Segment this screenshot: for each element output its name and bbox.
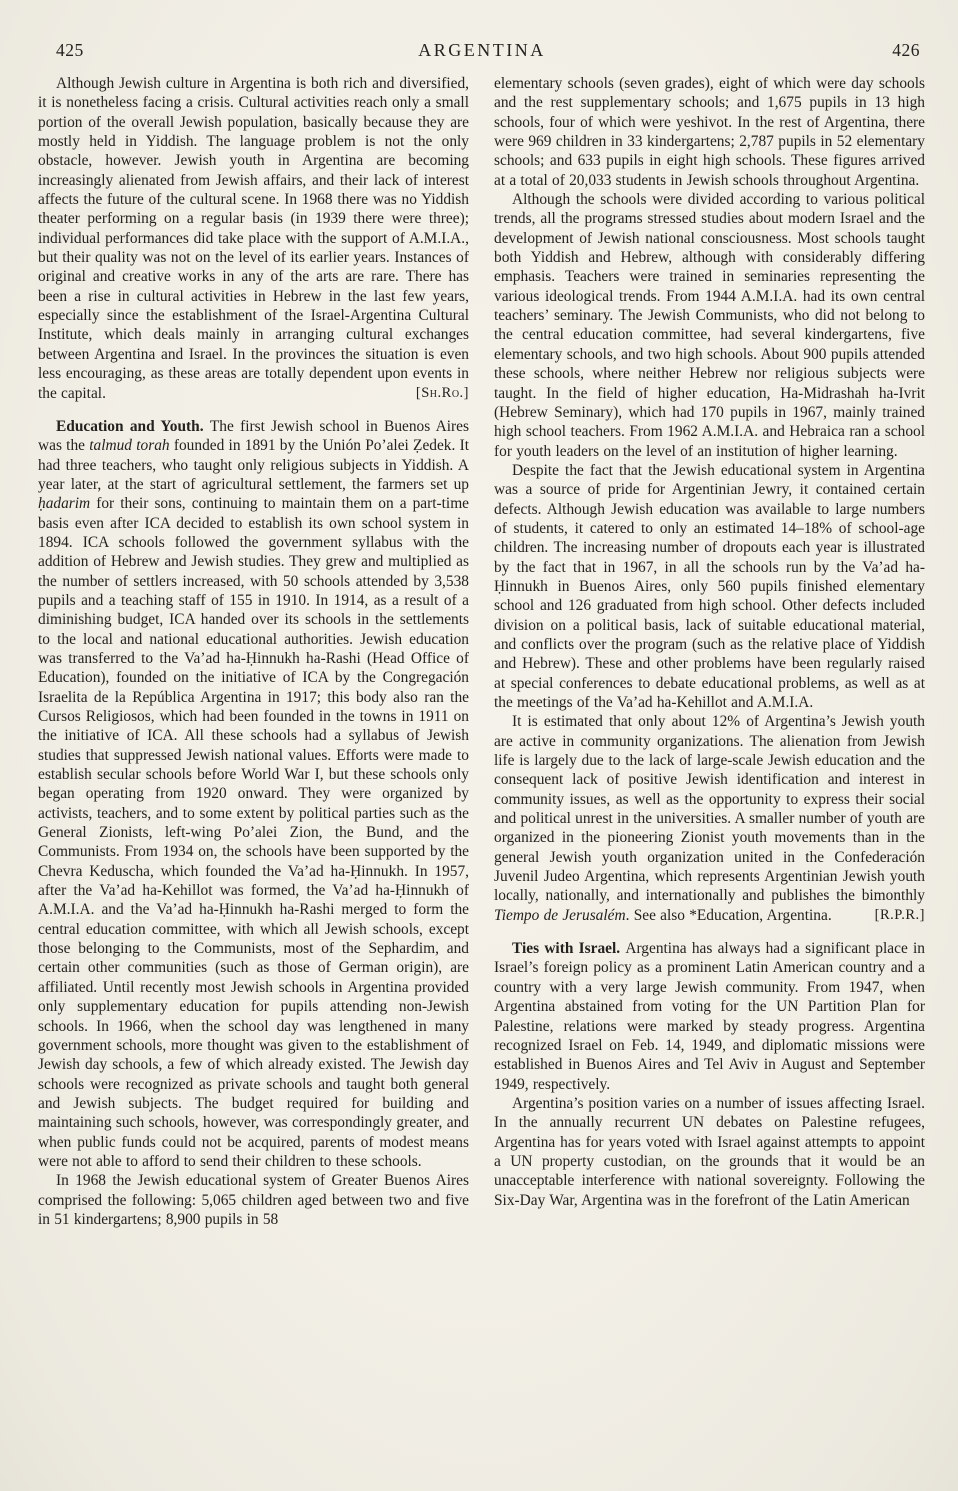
text-run: Argentina’s position varies on a number of issues affecting Israel. In the annually recurrent UN debates on Palestine refugees, Argentina has for years voted with Israel against attempts to appoint a UN property custodian, on the grounds that it would be an unacceptable interference with national sovereignty. Following the Six-Day War, Argentina was in the forefront of the Latin American: [494, 1094, 925, 1209]
text-run: for their sons, continuing to maintain them on a part-time basis even after ICA decided to establish its own school system in 1894. ICA schools followed the government syllabus with the addition of Hebrew and Jewish studies. They grew and multiplied as the number of settlers increased, with 50 schools attended by 3,538 pupils and a teaching staff of 155 in 1910. In 1914, as a result of a diminishing budget, ICA handed over its schools in the settlements to the local and national educational authorities. Jewish education was transferred to the Va’ad ha-Ḥinnukh ha-Rashi (Head Office of Education), founded on the initiative of ICA by the Congregación Israelita de la República Argentina in 1917; this body also ran the Cursos Religiosos, which had been founded in the towns in 1911 on the initiative of ICA. All these schools had a syllabus of Jewish studies that suppressed Jewish national values. Efforts were made to establish secular schools before World War I, but these schools only began operating from 1920 onward. They were organized by activists, teachers, and to some extent by political parties such as the General Zionists, left-wing Po’alei Zion, the Bund, and the Communists. From 1934 on, the schools have been supported by the Chevra Keduscha, which founded the Va’ad ha-Ḥinnukh. In 1957, after the Va’ad ha-Kehillot was formed, the Va’ad ha-Ḥinnukh of A.M.I.A. and the Va’ad ha-Ḥinnukh ha-Rashi merged to form the central education committee, with which all Jewish schools, except those belonging to the Communists, most of the Sephardim, and certain other communities (such as those of German origin), are affiliated. Until recently most Jewish schools in Argentina provided only supplementary education for pupils attending non-Jewish schools. In 1966, when the school day was lengthened in many government schools, more thought was given to the establishment of Jewish day schools, a few of which already existed. The Jewish day schools were recognized as private schools and taught both general and Jewish subjects. The budget required for building and maintaining such schools, however, was correspondingly greater, and when public funds could not be acquired, parents of modest means were not able to afford to send their children to these schools.: [38, 495, 469, 1170]
text-run: Tiempo de Jerusalém: [494, 906, 626, 924]
text-run: Although the schools were divided according to various political trends, all the programs stressed studies about modern Israel and the development of Jewish national consciousness. Most schools taught both Yiddish and Hebrew, although with considerably differing emphasis. Teachers were trained in seminaries representing the various ideological trends. From 1944 A.M.I.A. had its own central teachers’ seminary. The Jewish Communists, who did not belong to the central education committee, had several kindergartens, five elementary schools, and two high schools. About 900 pupils attended these schools, where neither Hebrew nor religious subjects were taught. In the field of higher education, Ha-Midrashah ha-Ivrit (Hebrew Seminary), which had 170 pupils in 1967, mainly trained high school teachers. From 1962 A.M.I.A. and Hebraica ran a school for youth leaders on the level of an institution of higher learning.: [494, 191, 925, 460]
paragraph: [494, 74, 925, 190]
text-run: founded in 1891 by the Unión Po’alei Ẓedek. It had three teachers, who taught only religious subjects in Yiddish. A year later, at the start of agricultural settlement, the farmers set up: [38, 437, 470, 493]
text-run: Despite the fact that the Jewish educational system in Argentina was a source of pride for Argentinian Jewry, it contained certain defects. Although Jewish education was available to large numbers of students, it catered to only an estimated 14–18% of school-age children. The increasing number of dropouts each year is illustrated by the fact that in 1967, in all the schools run by the Va’ad ha-Ḥinnukh in Buenos Aires, only 560 pupils finished elementary school and 126 graduated from high school. Other defects included division on a political basis, lack of suitable educational material, and conflicts over the program (such as the relative place of Yiddish and Hebrew). These and other problems have been regularly raised at special conferences to debate educational problems, as well as at the meetings of the Va’ad ha-Kehillot and A.M.I.A.: [494, 461, 925, 711]
text-run: Although Jewish culture in Argentina is both rich and diversified, it is nonetheless facing a crisis. Cultural activities reach only a small portion of the overall Jewish population, basically because they are mostly held in Yiddish. The language problem is not the only obstacle, however. Jewish youth in Argentina are becoming increasingly alienated from Jewish affairs, and their lack of interest affects the future of the cultural scene. In 1968 there was no Yiddish theater performing on a regular basis (in 1939 there were three); individual performances did take place with the support of A.M.I.A., but their quality was not on the level of its earlier years. Instances of original and creative works in any of the arts are rare. There has been a rise in cultural activities in Hebrew in the last few years, especially since the establishment of the Israel-Argentina Cultural Institute, which deals mainly in arranging cultural exchanges between Argentina and Israel. In the provinces the situation is even less encouraging, as these areas are totally dependent upon events in the capital.: [38, 75, 469, 402]
section-heading: Ties with Israel.: [512, 940, 626, 958]
paragraph: [494, 190, 925, 461]
text-run: Argentina has always had a significant place in Israel’s foreign policy as a prominent Latin American country and a country with a very large Jewish community. From 1947, when Argentina abstained from voting for the UN Partition Plan for Palestine, relations were marked by steady progress. Argentina recognized Israel on Feb. 14, 1949, and diplomatic missions were established in Buenos Aires and Tel Aviv in August and September 1949, respectively.: [494, 940, 925, 1093]
author-signature: [R.P.R.]: [874, 906, 925, 923]
paragraph: [494, 461, 925, 712]
left-column: [38, 74, 469, 1229]
text-run: ḥadarim: [38, 495, 91, 513]
paragraph: [494, 1094, 925, 1210]
paragraph: [494, 939, 925, 1094]
section-heading: Education and Youth.: [56, 417, 210, 435]
author-signature: [Sh.Ro.]: [415, 384, 469, 401]
page-header: [40, 40, 924, 64]
text-run: talmud torah: [89, 437, 170, 455]
page-number-right: 426: [892, 40, 920, 60]
paragraph: [38, 1171, 469, 1229]
right-column: [494, 74, 925, 1229]
text-run: It is estimated that only about 12% of Argentina’s Jewish youth are active in community organizations. The alienation from Jewish life is largely due to the lack of large-scale Jewish education and the consequent lack of positive Jewish identification and interest in community issues, as well as the opportunity to express their social and political unrest in the universities. A smaller number of youth are organized in the pioneering Zionist youth movements than in the general Jewish youth organization united in the Confederación Juvenil Judeo Argentina, which represents Argentinian Jewish youth locally, nationally, and internationally and publishes the bimonthly: [494, 713, 925, 905]
text-run: . See also *Education, Argentina.: [625, 906, 832, 924]
text-columns: [38, 74, 925, 1229]
paragraph: [38, 417, 469, 1171]
text-run: In 1968 the Jewish educational system of Greater Buenos Aires comprised the following: 5,065 children aged between two and five in 51 kindergartens; 8,900 pupils in 58: [38, 1172, 469, 1228]
page-title: ARGENTINA: [418, 40, 546, 60]
text-run: elementary schools (seven grades), eight of which were day schools and the rest supplementary schools; and 1,675 pupils in 13 high schools, four of which were yeshivot. In the rest of Argentina, there were 969 children in 33 kindergartens; 2,787 pupils in 52 elementary schools; and 633 pupils in eight high schools. These figures arrived at a total of 20,033 students in Jewish schools throughout Argentina.: [494, 75, 925, 189]
page-number-left: 425: [56, 40, 84, 60]
text-run: The first Jewish school in Buenos Aires was the: [38, 417, 469, 455]
paragraph: [38, 74, 469, 403]
paragraph: [494, 712, 925, 925]
